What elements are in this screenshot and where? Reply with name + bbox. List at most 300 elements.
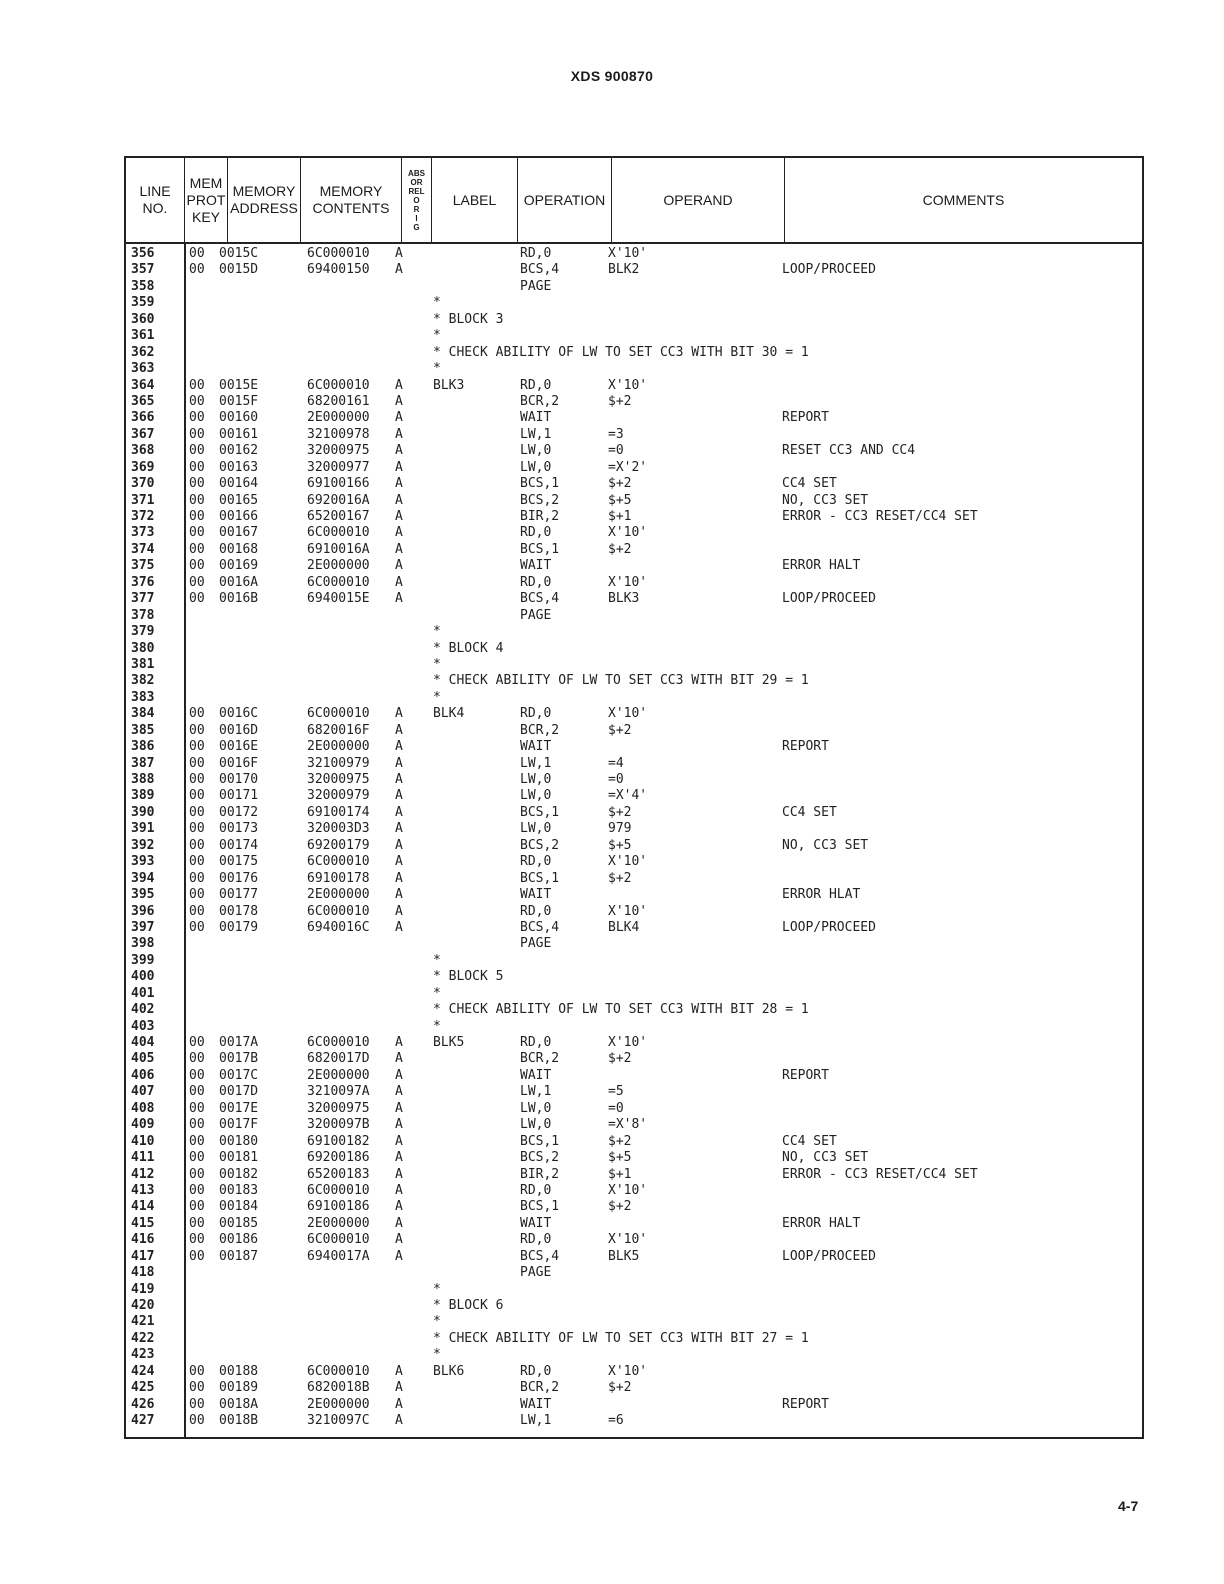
line-number: 390 <box>131 804 155 820</box>
memory-address: 0016C <box>219 706 259 722</box>
line-number: 404 <box>131 1035 155 1050</box>
memory-address: 00189 <box>219 1380 259 1396</box>
table-row <box>126 378 1142 394</box>
relocation-flag: A <box>395 1117 403 1133</box>
operand: =X'2' <box>608 459 648 475</box>
line-number: 407 <box>131 1084 155 1100</box>
relocation-flag: A <box>395 1182 403 1198</box>
table-row <box>126 920 1142 936</box>
table-row <box>126 1413 1142 1429</box>
memory-address: 00165 <box>219 492 259 508</box>
listing-rows <box>126 246 1142 1430</box>
line-number: 357 <box>131 262 155 278</box>
operation: BCS,4 <box>520 919 560 935</box>
memory-contents: 6C000010 <box>307 1035 370 1050</box>
mem-prot-key: 00 <box>189 788 205 804</box>
table-row <box>126 871 1142 887</box>
mem-prot-key: 00 <box>189 541 205 557</box>
line-number: 415 <box>131 1215 155 1231</box>
table-row <box>126 608 1142 624</box>
relocation-flag: A <box>395 1067 403 1083</box>
operand: $+5 <box>608 492 632 508</box>
line-number: 366 <box>131 410 155 426</box>
memory-address: 0017A <box>219 1035 259 1050</box>
memory-address: 00180 <box>219 1133 259 1149</box>
table-row <box>126 443 1142 459</box>
table-row <box>126 1216 1142 1232</box>
relocation-flag: A <box>395 1215 403 1231</box>
operation: WAIT <box>520 410 552 426</box>
memory-contents: 6C000010 <box>307 706 370 722</box>
memory-address: 00185 <box>219 1215 259 1231</box>
table-row <box>126 410 1142 426</box>
line-number: 412 <box>131 1166 155 1182</box>
line-number: 360 <box>131 311 155 327</box>
operation: BCR,2 <box>520 1051 560 1067</box>
memory-contents: 69100186 <box>307 1199 370 1215</box>
label: * <box>433 985 441 1001</box>
mem-prot-key: 00 <box>189 443 205 459</box>
table-row <box>126 1397 1142 1413</box>
memory-address: 0015C <box>219 246 259 261</box>
mem-prot-key: 00 <box>189 903 205 919</box>
table-row <box>126 739 1142 755</box>
mem-prot-key: 00 <box>189 1182 205 1198</box>
memory-address: 0016F <box>219 755 259 771</box>
label: BLK4 <box>433 706 465 722</box>
mem-prot-key: 00 <box>189 837 205 853</box>
mem-prot-key: 00 <box>189 377 205 393</box>
table-row <box>126 525 1142 541</box>
mem-prot-key: 00 <box>189 574 205 590</box>
label: * <box>433 689 441 705</box>
operation: LW,1 <box>520 1084 552 1100</box>
relocation-flag: A <box>395 1199 403 1215</box>
operand: =0 <box>608 1100 624 1116</box>
comment: LOOP/PROCEED <box>782 262 876 278</box>
memory-contents: 3210097C <box>307 1413 370 1429</box>
mem-prot-key: 00 <box>189 1051 205 1067</box>
table-row <box>126 854 1142 870</box>
line-number: 419 <box>131 1281 155 1297</box>
relocation-flag: A <box>395 1232 403 1248</box>
operation: LW,0 <box>520 821 552 837</box>
operand: $+5 <box>608 837 632 853</box>
table-row <box>126 641 1142 657</box>
memory-contents: 6C000010 <box>307 854 370 870</box>
label: * <box>433 1314 441 1330</box>
line-number: 371 <box>131 492 155 508</box>
table-row <box>126 706 1142 722</box>
comment: LOOP/PROCEED <box>782 1248 876 1264</box>
line-number: 358 <box>131 278 155 294</box>
operand: =6 <box>608 1413 624 1429</box>
relocation-flag: A <box>395 541 403 557</box>
relocation-flag: A <box>395 246 403 261</box>
memory-contents: 6820016F <box>307 722 370 738</box>
memory-contents: 69100166 <box>307 476 370 492</box>
table-row <box>126 1232 1142 1248</box>
mem-prot-key: 00 <box>189 755 205 771</box>
mem-prot-key: 00 <box>189 393 205 409</box>
relocation-flag: A <box>395 525 403 541</box>
operand: $+1 <box>608 1166 632 1182</box>
mem-prot-key: 00 <box>189 1363 205 1379</box>
line-number: 387 <box>131 755 155 771</box>
operation: WAIT <box>520 739 552 755</box>
relocation-flag: A <box>395 1133 403 1149</box>
memory-contents: 6820018B <box>307 1380 370 1396</box>
table-row <box>126 394 1142 410</box>
comment: ERROR HALT <box>782 558 861 574</box>
header-comments: COMMENTS <box>922 191 1005 208</box>
comment: REPORT <box>782 739 829 755</box>
memory-address: 0017D <box>219 1084 259 1100</box>
line-number: 377 <box>131 591 155 607</box>
memory-contents: 32000975 <box>307 443 370 459</box>
operand: X'10' <box>608 903 648 919</box>
operation: PAGE <box>520 936 552 952</box>
line-number: 406 <box>131 1067 155 1083</box>
comment: REPORT <box>782 1396 829 1412</box>
comment: REPORT <box>782 410 829 426</box>
operation: RD,0 <box>520 854 552 870</box>
operand: X'10' <box>608 377 648 393</box>
line-number: 356 <box>131 246 155 261</box>
label: BLK5 <box>433 1035 465 1050</box>
operation: LW,1 <box>520 1413 552 1429</box>
relocation-flag: A <box>395 919 403 935</box>
operand: X'10' <box>608 1232 648 1248</box>
mem-prot-key: 00 <box>189 558 205 574</box>
label: * BLOCK 6 <box>433 1298 504 1313</box>
table-row <box>126 1101 1142 1117</box>
mem-prot-key: 00 <box>189 1133 205 1149</box>
header-abs-rel-orig: ABS OR REL O R I G <box>402 158 432 242</box>
mem-prot-key: 00 <box>189 1413 205 1429</box>
operation: RD,0 <box>520 1035 552 1050</box>
line-number: 376 <box>131 574 155 590</box>
operand: X'10' <box>608 246 648 261</box>
relocation-flag: A <box>395 476 403 492</box>
line-number: 361 <box>131 328 155 344</box>
operation: BCS,1 <box>520 1133 560 1149</box>
operand: BLK5 <box>608 1248 640 1264</box>
mem-prot-key: 00 <box>189 509 205 524</box>
document-id: XDS 900870 <box>570 68 654 84</box>
relocation-flag: A <box>395 443 403 459</box>
comment: CC4 SET <box>782 1133 837 1149</box>
line-number: 392 <box>131 837 155 853</box>
memory-address: 00172 <box>219 804 259 820</box>
operation: BIR,2 <box>520 509 560 524</box>
comment: NO, CC3 SET <box>782 837 869 853</box>
comment: NO, CC3 SET <box>782 492 869 508</box>
table-row <box>126 1265 1142 1281</box>
table-row <box>126 772 1142 788</box>
memory-address: 00173 <box>219 821 259 837</box>
operation: LW,0 <box>520 1100 552 1116</box>
comment: ERROR HALT <box>782 1215 861 1231</box>
line-number: 400 <box>131 969 155 985</box>
page-number: 4-7 <box>1118 1498 1139 1514</box>
operand: $+2 <box>608 722 632 738</box>
line-number: 385 <box>131 722 155 738</box>
memory-contents: 6C000010 <box>307 246 370 261</box>
memory-address: 0018B <box>219 1413 259 1429</box>
memory-address: 0017E <box>219 1100 259 1116</box>
operation: WAIT <box>520 558 552 574</box>
operation: BCR,2 <box>520 1380 560 1396</box>
memory-contents: 32000979 <box>307 788 370 804</box>
relocation-flag: A <box>395 821 403 837</box>
label: * BLOCK 4 <box>433 640 504 656</box>
operand: X'10' <box>608 525 648 541</box>
operand: =X'4' <box>608 788 648 804</box>
operand: X'10' <box>608 1035 648 1050</box>
memory-address: 00166 <box>219 509 259 524</box>
operation: RD,0 <box>520 377 552 393</box>
operation: LW,0 <box>520 459 552 475</box>
relocation-flag: A <box>395 509 403 524</box>
operand: $+2 <box>608 476 632 492</box>
table-row <box>126 328 1142 344</box>
relocation-flag: A <box>395 558 403 574</box>
memory-contents: 2E000000 <box>307 1396 370 1412</box>
memory-address: 0016B <box>219 591 259 607</box>
line-number: 393 <box>131 854 155 870</box>
line-number: 401 <box>131 985 155 1001</box>
memory-address: 00179 <box>219 919 259 935</box>
line-number: 403 <box>131 1018 155 1034</box>
comment: RESET CC3 AND CC4 <box>782 443 916 459</box>
relocation-flag: A <box>395 1035 403 1050</box>
table-row <box>126 476 1142 492</box>
label: * <box>433 295 441 311</box>
relocation-flag: A <box>395 574 403 590</box>
memory-address: 00160 <box>219 410 259 426</box>
table-header <box>126 158 1142 244</box>
relocation-flag: A <box>395 788 403 804</box>
mem-prot-key: 00 <box>189 1035 205 1050</box>
line-number: 418 <box>131 1265 155 1281</box>
line-number: 372 <box>131 509 155 524</box>
comment: ERROR - CC3 RESET/CC4 SET <box>782 1166 978 1182</box>
operand: =5 <box>608 1084 624 1100</box>
operation: RD,0 <box>520 525 552 541</box>
memory-address: 00186 <box>219 1232 259 1248</box>
relocation-flag: A <box>395 755 403 771</box>
memory-contents: 69100174 <box>307 804 370 820</box>
operand: $+2 <box>608 1380 632 1396</box>
memory-contents: 2E000000 <box>307 558 370 574</box>
table-row <box>126 788 1142 804</box>
memory-contents: 6C000010 <box>307 574 370 590</box>
table-row <box>126 427 1142 443</box>
relocation-flag: A <box>395 772 403 787</box>
operand: $+2 <box>608 1133 632 1149</box>
memory-address: 0016E <box>219 739 259 755</box>
operand: =X'8' <box>608 1117 648 1133</box>
comment: ERROR HLAT <box>782 887 861 903</box>
memory-address: 00167 <box>219 525 259 541</box>
memory-contents: 32100978 <box>307 426 370 442</box>
table-row <box>126 723 1142 739</box>
operation: LW,0 <box>520 788 552 804</box>
label: BLK3 <box>433 377 465 393</box>
memory-address: 00171 <box>219 788 259 804</box>
memory-contents: 3200097B <box>307 1117 370 1133</box>
relocation-flag: A <box>395 870 403 886</box>
memory-address: 00175 <box>219 854 259 870</box>
memory-contents: 6C000010 <box>307 903 370 919</box>
line-number: 391 <box>131 821 155 837</box>
mem-prot-key: 00 <box>189 1166 205 1182</box>
line-number: 368 <box>131 443 155 459</box>
memory-contents: 68200161 <box>307 393 370 409</box>
line-number: 402 <box>131 1002 155 1018</box>
memory-address: 00164 <box>219 476 259 492</box>
memory-contents: 320003D3 <box>307 821 370 837</box>
label: * <box>433 1347 441 1363</box>
mem-prot-key: 00 <box>189 410 205 426</box>
relocation-flag: A <box>395 1051 403 1067</box>
memory-address: 00182 <box>219 1166 259 1182</box>
mem-prot-key: 00 <box>189 887 205 903</box>
line-number: 396 <box>131 903 155 919</box>
line-number: 398 <box>131 936 155 952</box>
table-row <box>126 1117 1142 1133</box>
operation: WAIT <box>520 887 552 903</box>
mem-prot-key: 00 <box>189 1084 205 1100</box>
table-row <box>126 361 1142 377</box>
listing-table <box>124 156 1144 1439</box>
relocation-flag: A <box>395 1396 403 1412</box>
table-row <box>126 1314 1142 1330</box>
mem-prot-key: 00 <box>189 591 205 607</box>
operand: X'10' <box>608 1182 648 1198</box>
table-row <box>126 904 1142 920</box>
operation: BIR,2 <box>520 1166 560 1182</box>
line-number: 369 <box>131 459 155 475</box>
memory-contents: 6C000010 <box>307 1363 370 1379</box>
table-row <box>126 690 1142 706</box>
operand: BLK4 <box>608 919 640 935</box>
memory-contents: 6920016A <box>307 492 370 508</box>
table-row <box>126 591 1142 607</box>
memory-address: 0016A <box>219 574 259 590</box>
table-row <box>126 509 1142 525</box>
label: * CHECK ABILITY OF LW TO SET CC3 WITH BIT 28 = 1 <box>433 1002 809 1018</box>
table-row <box>126 838 1142 854</box>
line-number: 424 <box>131 1363 155 1379</box>
operand: X'10' <box>608 1363 648 1379</box>
memory-address: 00176 <box>219 870 259 886</box>
memory-contents: 65200167 <box>307 509 370 524</box>
relocation-flag: A <box>395 1413 403 1429</box>
header-memory-contents: MEMORY CONTENTS <box>301 158 402 242</box>
table-row <box>126 262 1142 278</box>
operand: $+2 <box>608 393 632 409</box>
memory-contents: 2E000000 <box>307 410 370 426</box>
memory-contents: 6C000010 <box>307 1182 370 1198</box>
mem-prot-key: 00 <box>189 722 205 738</box>
operand: X'10' <box>608 706 648 722</box>
operand: 979 <box>608 821 632 837</box>
mem-prot-key: 00 <box>189 919 205 935</box>
memory-address: 00170 <box>219 772 259 787</box>
header-line-no: LINE NO. <box>126 158 185 242</box>
mem-prot-key: 00 <box>189 706 205 722</box>
operation: PAGE <box>520 607 552 623</box>
line-number: 367 <box>131 426 155 442</box>
relocation-flag: A <box>395 1100 403 1116</box>
relocation-flag: A <box>395 1084 403 1100</box>
line-number: 410 <box>131 1133 155 1149</box>
memory-contents: 2E000000 <box>307 887 370 903</box>
memory-contents: 69100178 <box>307 870 370 886</box>
operation: RD,0 <box>520 903 552 919</box>
mem-prot-key: 00 <box>189 262 205 278</box>
memory-address: 00174 <box>219 837 259 853</box>
table-row <box>126 1298 1142 1314</box>
memory-contents: 6940015E <box>307 591 370 607</box>
relocation-flag: A <box>395 377 403 393</box>
comment: CC4 SET <box>782 804 837 820</box>
table-row <box>126 805 1142 821</box>
label: * <box>433 624 441 640</box>
table-row <box>126 1167 1142 1183</box>
table-row <box>126 986 1142 1002</box>
label: * BLOCK 3 <box>433 311 504 327</box>
table-row <box>126 575 1142 591</box>
operation: BCR,2 <box>520 722 560 738</box>
mem-prot-key: 00 <box>189 854 205 870</box>
operation: BCS,1 <box>520 541 560 557</box>
relocation-flag: A <box>395 393 403 409</box>
operation: RD,0 <box>520 1182 552 1198</box>
line-number: 378 <box>131 607 155 623</box>
memory-address: 00161 <box>219 426 259 442</box>
table-row <box>126 1249 1142 1265</box>
label: * <box>433 952 441 968</box>
relocation-flag: A <box>395 854 403 870</box>
line-number: 375 <box>131 558 155 574</box>
mem-prot-key: 00 <box>189 246 205 261</box>
memory-contents: 32100979 <box>307 755 370 771</box>
memory-address: 0016D <box>219 722 259 738</box>
label: * <box>433 656 441 672</box>
memory-contents: 6C000010 <box>307 377 370 393</box>
operation: LW,0 <box>520 772 552 787</box>
table-row <box>126 624 1142 640</box>
operation: LW,1 <box>520 426 552 442</box>
relocation-flag: A <box>395 410 403 426</box>
memory-contents: 69100182 <box>307 1133 370 1149</box>
line-number: 381 <box>131 656 155 672</box>
memory-address: 00184 <box>219 1199 259 1215</box>
operand: $+2 <box>608 870 632 886</box>
memory-address: 00168 <box>219 541 259 557</box>
table-row <box>126 493 1142 509</box>
memory-address: 00163 <box>219 459 259 475</box>
operation: RD,0 <box>520 1363 552 1379</box>
memory-address: 0017F <box>219 1117 259 1133</box>
operand: $+1 <box>608 509 632 524</box>
mem-prot-key: 00 <box>189 1380 205 1396</box>
mem-prot-key: 00 <box>189 426 205 442</box>
table-row <box>126 1068 1142 1084</box>
